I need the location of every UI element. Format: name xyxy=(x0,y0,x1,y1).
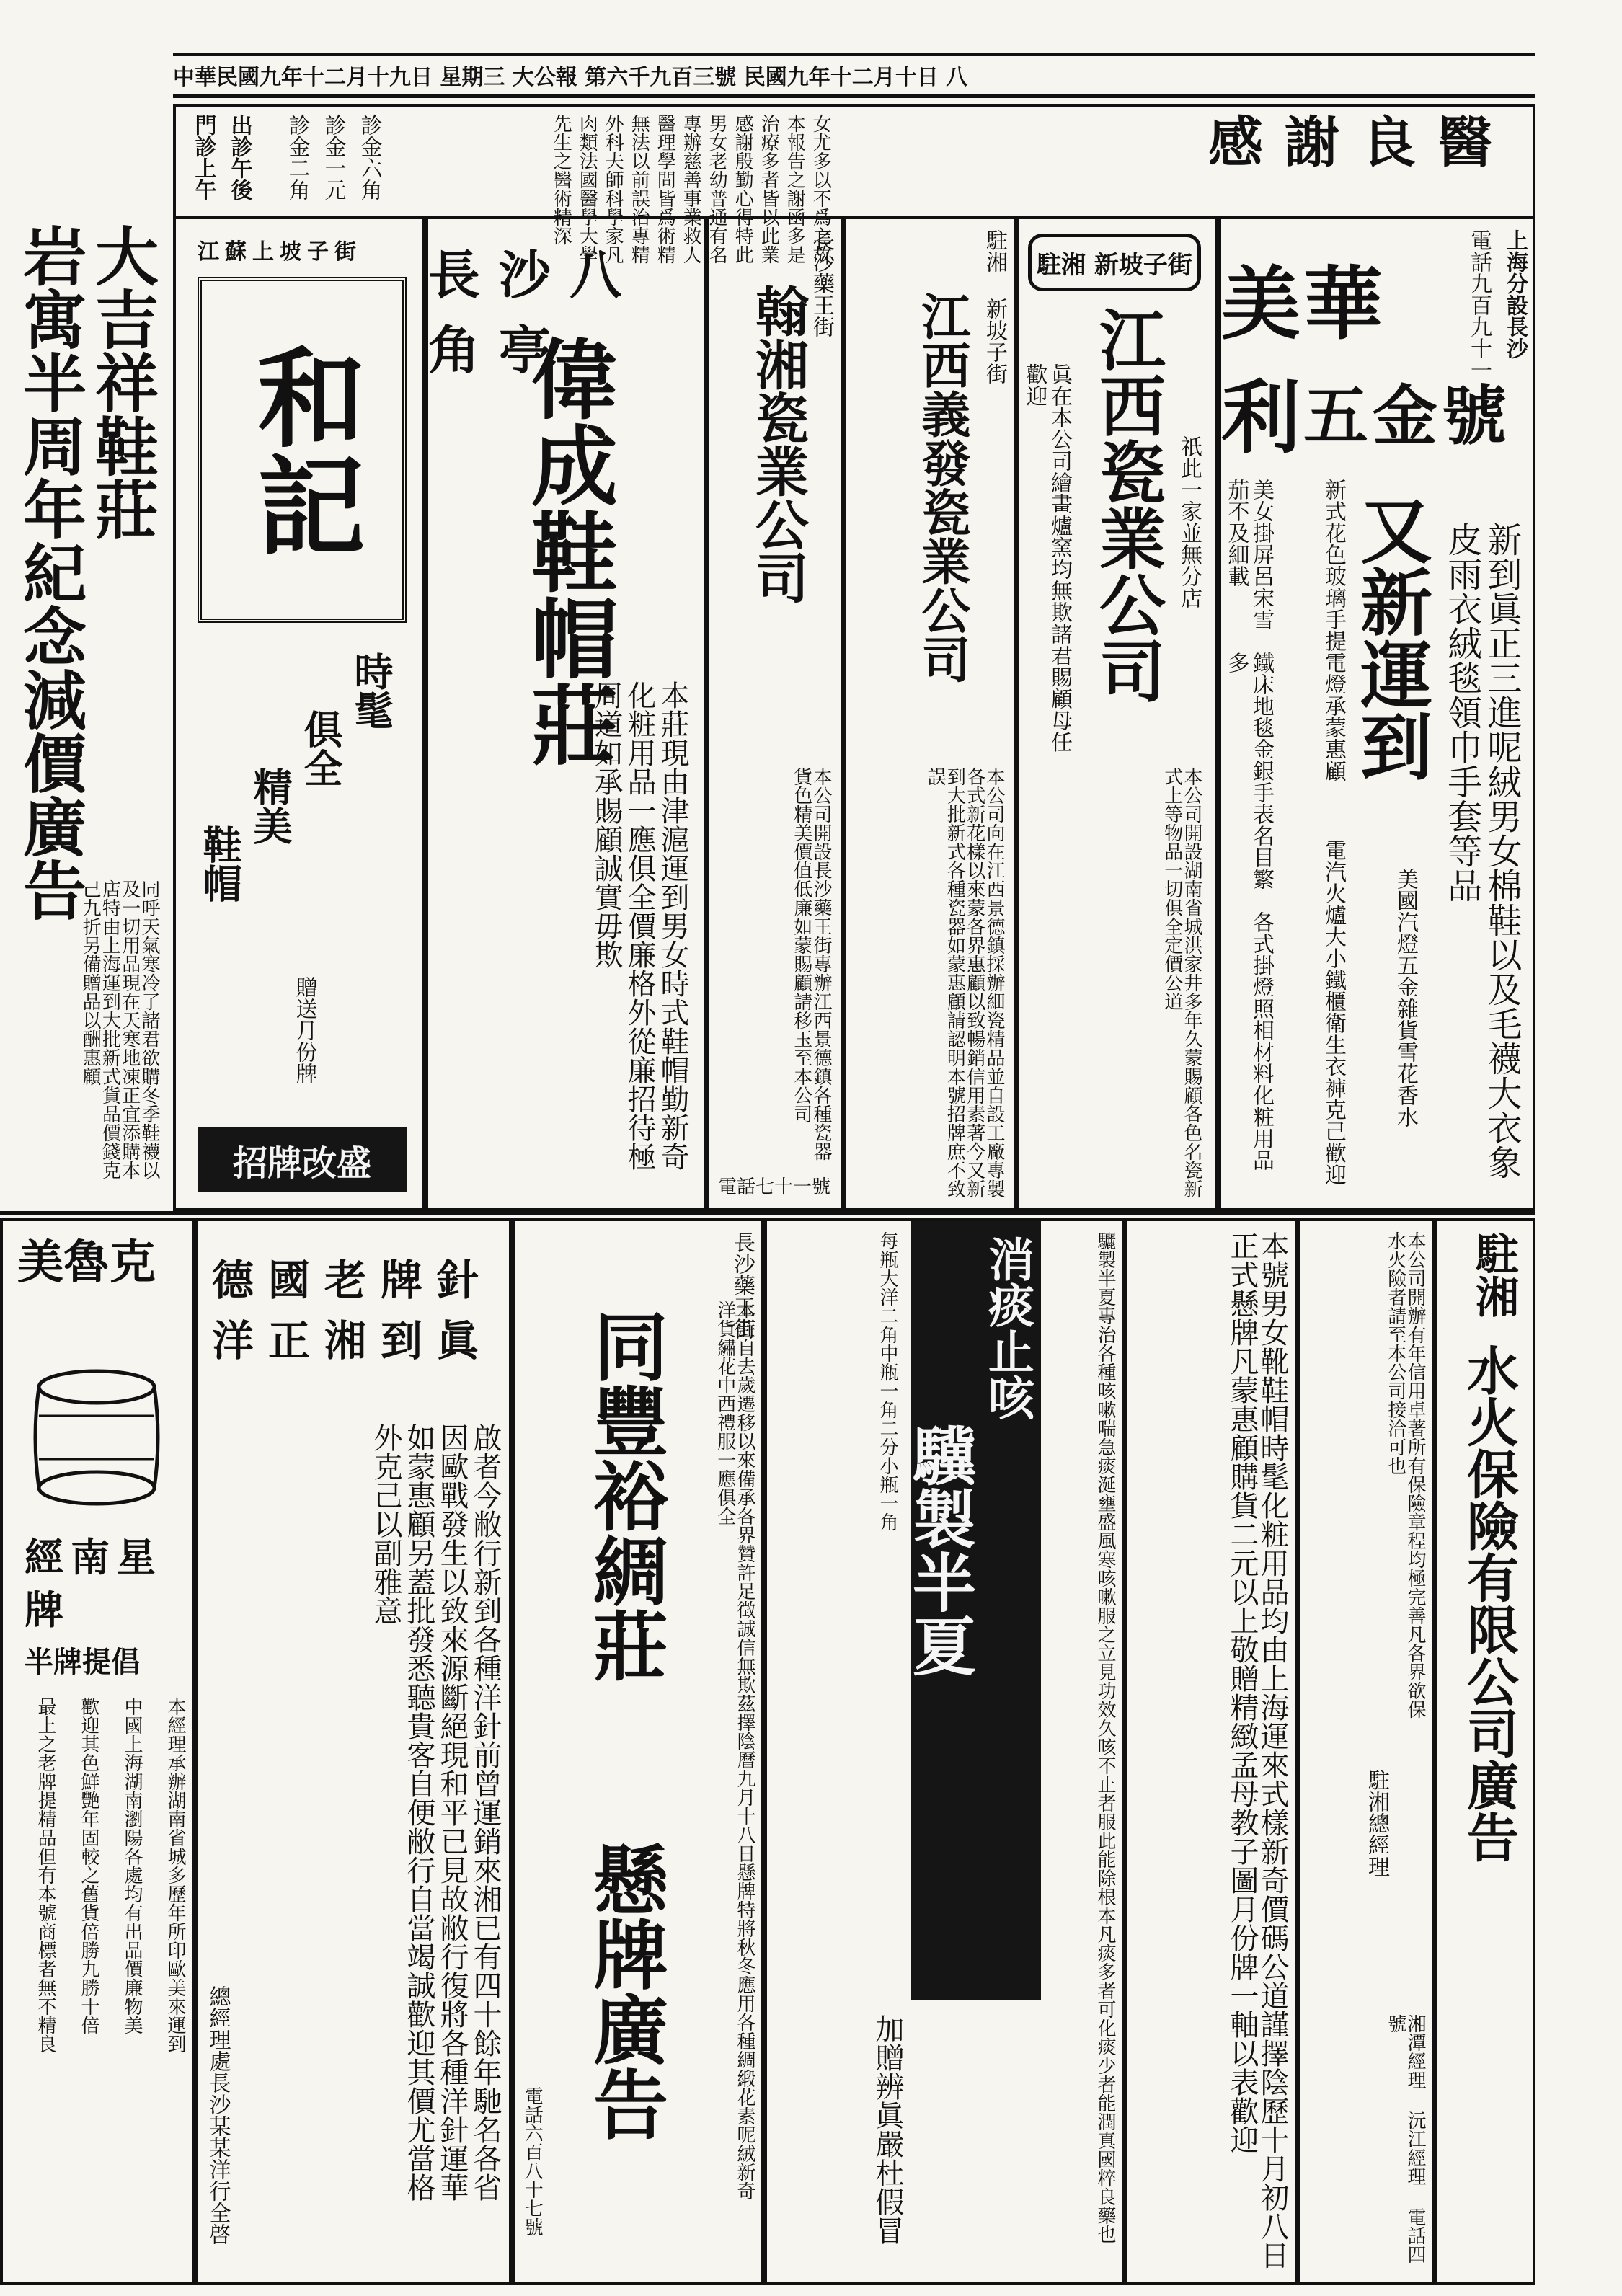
meihua-item-1: 新式花色玻璃手提電燈承蒙惠顧 xyxy=(1321,479,1346,781)
pills-price: 每瓶大洋二角中瓶一角二分小瓶一角 xyxy=(877,1231,898,1531)
thanks-side-3: 診金二角 xyxy=(284,114,310,200)
meihua-branch: 上海分設長沙 xyxy=(1502,229,1528,359)
heji-notice: 贈送月份牌 xyxy=(291,976,317,1084)
thanks-body-4: 無法以前誤治專精 xyxy=(628,114,650,264)
tongfeng-name: 同豐裕綢莊 xyxy=(580,1308,669,1683)
jiangxi-slogan: 眞在本公司繪畫爐窯均無欺諸君賜顧母任歡迎 xyxy=(1021,363,1072,753)
daji-ad xyxy=(0,216,173,1211)
heji-footer-text: 招牌改盛 xyxy=(232,1143,371,1184)
meihua-item-6: 美女掛屏呂宋雪茄不及細載 xyxy=(1223,479,1274,630)
bajiao-ad xyxy=(425,216,706,1211)
jixiang-ad xyxy=(1125,1218,1298,2285)
pills-title: 消痰止咳 xyxy=(980,1236,1034,1420)
tongfeng-suffix: 懸牌廣告 xyxy=(580,1841,669,2141)
hanxiang-body: 本公司開設長沙藥王街專辦江西景德鎮各種瓷器貨色精美價值低廉如蒙賜顧請移玉至本公司 xyxy=(790,767,832,1161)
deguo-ad xyxy=(195,1218,512,2285)
thanks-body-11: 女尤多以不爲之故 xyxy=(810,114,832,264)
thanks-title: 感謝良醫 xyxy=(1208,110,1514,174)
meilu-ad xyxy=(0,1218,195,2285)
bajiao-name: 長沙八角亭 xyxy=(428,244,641,381)
meihua-intro: 新到眞正三進呢絨男女棉鞋以及毛襪大衣象皮雨衣絨毯領巾手套等品 xyxy=(1441,522,1522,1179)
jixiang-body: 本號男女靴鞋帽時髦化粧用品均由上海運來式樣新奇價碼公道謹擇陰歷十月初八日正式懸牌凡蒙惠顧購貨二元以上敬贈精緻孟母教子圖月份牌一軸以表歡迎 xyxy=(1226,1231,1289,2269)
meihua-tagline: 又新運到 xyxy=(1348,493,1433,781)
daji-body: 同呼天氣寒冷了諸君欲購冬季鞋襪以及一切用品現在天寒地凍正宜添購本店特由上海運到大批新式貨品價錢克己九折另備贈品以酬惠顧 xyxy=(79,879,160,1179)
insurance-name: 水火保險有限公司廣告 xyxy=(1458,1344,1520,1863)
meihua-phone: 電話九百九十一 xyxy=(1466,229,1492,381)
masthead xyxy=(173,53,1535,98)
tongfeng-location: 長沙藥王街 xyxy=(730,1231,755,1339)
barrel-icon xyxy=(32,1365,161,1510)
meilu-name: 美魯克 xyxy=(17,1236,156,1290)
heji-name: 和記 xyxy=(239,342,365,558)
pills-ad xyxy=(764,1218,1125,2285)
meihua-name: 美華利 xyxy=(1221,257,1386,464)
thanks-body-5: 醫理學問皆爲術精 xyxy=(654,114,676,264)
meihua-item-3: 美國汽燈五金雜貨雪花香水 xyxy=(1393,868,1418,1127)
meihua-subtitle: 五金號 xyxy=(1303,378,1511,454)
thanks-side-1: 門診上午 xyxy=(190,114,216,200)
hanxiang-name: 翰湘瓷業公司 xyxy=(747,284,809,604)
thanks-body-3: 外科夫師科學家凡 xyxy=(602,114,624,264)
jiangxi-location-text: 駐湘 新坡子街 xyxy=(1037,250,1192,280)
deguo-body: 啟者今敝行新到各種洋針前曾運銷來湘已有四十餘年馳名各省因歐戰發生以致來源斷絕現和平已見故敝行復將各種洋針運華如蒙惠顧另蓋批發悉聽貴客自便敝行自當竭誠歡迎其價尤當格外克己以副雅意 xyxy=(369,1423,502,2202)
middle-rule xyxy=(0,1211,1535,1215)
meilu-body-3: 歡迎其色鮮艷年固較之舊貨倍勝九勝十倍 xyxy=(78,1697,99,2034)
jiangxi-porcelain-ad-1 xyxy=(1016,216,1218,1211)
yifa-body: 本公司向在江西景德鎮採辦細瓷精品並自設工廠專製各式新花樣以來蒙各界惠顧以致暢銷信用素著今又新到大批新式各種瓷器如蒙惠顧請認明本號招牌庶不致誤 xyxy=(924,767,1005,1198)
hanxiang-location: 長沙藥王街 xyxy=(809,229,834,337)
insurance-location: 駐湘 xyxy=(1468,1231,1519,1318)
hanxiang-phone: 電話七十一號 xyxy=(717,1176,830,1198)
meihua-item-4: 各式掛燈照相材料化粧用品 xyxy=(1249,911,1274,1171)
thanks-body-9: 治療多者皆以此業 xyxy=(758,114,780,264)
deguo-name: 德國老牌針洋正湘到眞 xyxy=(212,1256,494,1366)
thanks-side-2: 出診午後 xyxy=(226,114,252,200)
thanks-side-4: 診金一元 xyxy=(320,114,346,200)
jiangxi-name: 江西瓷業公司 xyxy=(1089,306,1166,704)
heji-tag-4: 鞋帽 xyxy=(197,825,244,903)
heji-tag-3: 精美 xyxy=(247,767,294,845)
bajiao-body: 本莊現由津滬運到男女時式鞋帽勤新奇化粧用品一應俱全價廉格外從廉招待極周道如承賜顧誠實毋欺 xyxy=(590,681,689,1171)
meilu-sub: 半牌提倡 xyxy=(25,1645,140,1679)
pills-footer: 加贈辨眞嚴杜假冒 xyxy=(871,2014,904,2245)
insurance-footer: 湘潭經理 沅江經理 電話四號 xyxy=(1384,2014,1426,2264)
jiangxi-body: 本公司開設湖南省城洪家井多年久蒙賜顧各色名瓷新式上等物品一切俱全定價公道 xyxy=(1161,767,1202,1198)
daji-slogan: 岩寓半周年紀念減價廣告 xyxy=(13,223,88,921)
yifa-location: 駐湘 新坡子街 xyxy=(982,229,1007,384)
meilu-body-1: 本經理承辦湖南省城多歷年所印歐美來運到 xyxy=(164,1697,186,2053)
heji-tag-1: 時髦 xyxy=(348,652,395,730)
bajiao-title: 偉成鞋帽莊 xyxy=(517,334,619,767)
thanks-body: 先生之醫術精深 xyxy=(550,114,572,245)
thanks-body-10: 本報告之謝函多是 xyxy=(784,114,806,264)
insurance-agent: 駐湘總經理 xyxy=(1364,1769,1389,1877)
thanks-body-7: 男女老幼普通有名 xyxy=(706,114,728,264)
meihua-item-2: 電汽火爐大小鐵櫃衛生衣褲克己歡迎 xyxy=(1321,839,1346,1185)
tongfeng-footer: 電話六百八十七號 xyxy=(521,2086,544,2236)
heji-name-block xyxy=(198,277,407,623)
daji-name: 大吉祥鞋莊 xyxy=(85,223,160,541)
jiangxi-location xyxy=(1028,234,1201,291)
insurance-ad xyxy=(1435,1218,1535,2285)
thanks-body-6: 專辦慈善事業救人 xyxy=(680,114,702,264)
thanks-side-5: 診金六角 xyxy=(356,114,382,200)
pills-name: 驥製半夏 xyxy=(903,1423,978,1677)
meilu-body-4: 最上之老牌提精品但有本號商標者無不精良 xyxy=(35,1697,56,2053)
thanks-body-8: 感謝殷勤心得特此 xyxy=(732,114,754,264)
jiangxi-yifa-ad xyxy=(843,216,1016,1211)
meilu-body-2: 中國上海湖南瀏陽各處均有出品價廉物美 xyxy=(121,1697,143,2034)
jiangxi-note: 祇此一家並無分店 xyxy=(1176,435,1202,608)
heji-footer xyxy=(198,1127,407,1192)
tongfeng-ad xyxy=(512,1218,764,2285)
pills-dark-block xyxy=(903,1221,1041,2000)
tongfeng-body: 本莊自去歲遷移以來備承各界贊許足徵誠信無欺茲擇陰曆九月十八日懸牌特將秋冬應用各種綢緞花素呢絨新奇洋貨繡花中西禮服一應俱全 xyxy=(714,1300,755,2200)
heji-ad xyxy=(173,216,425,1211)
yifa-name: 江西義發瓷業公司 xyxy=(913,291,971,683)
insurance-detail xyxy=(1298,1218,1435,2285)
heji-tag-2: 俱全 xyxy=(298,709,345,787)
hanxiang-ad xyxy=(706,216,843,1211)
meihua-item-5: 鐵床地毯金銀手表名目繁多 xyxy=(1223,652,1274,890)
insurance-body: 本公司開辦有年信用卓著所有保險章程均極完善凡各界欲保水火險者請至本公司接洽可也 xyxy=(1384,1231,1426,1719)
masthead-text: 中華民國九年十二月十九日 星期三 大公報 第六千九百三號 民國九年十二月十日 八 xyxy=(173,65,968,90)
heji-location: 江蘇上坡子街 xyxy=(198,239,362,265)
meihua-ad xyxy=(1218,216,1535,1211)
deguo-footer: 總經理處長沙某某洋行全啓 xyxy=(205,1985,231,2245)
pills-body: 驪製半夏專治各種咳嗽喘急痰涎壅盛風寒咳嗽服之立見功效久咳不止者服此能除根本凡痰多者可化痰少者能潤真國粹良藥也 xyxy=(1094,1231,1116,2243)
thanks-body-2: 肉類法國醫學大學 xyxy=(576,114,598,264)
meilu-brand: 經南星牌 xyxy=(25,1534,163,1633)
